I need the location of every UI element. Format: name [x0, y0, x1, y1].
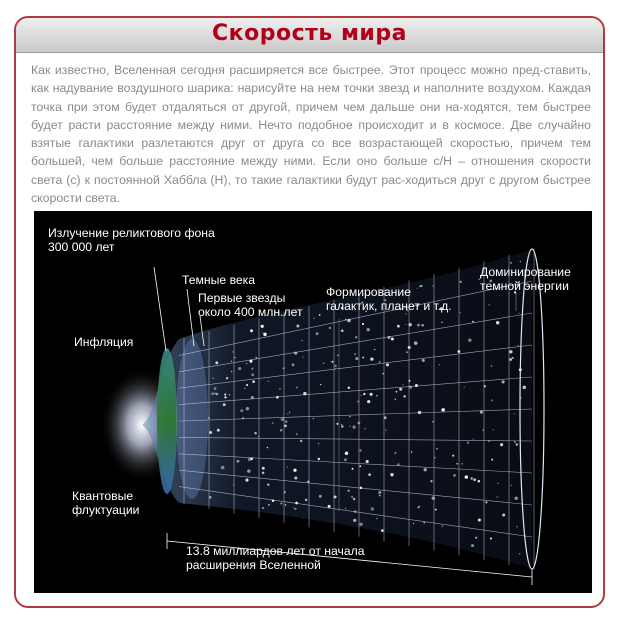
- galaxy-dot: [491, 459, 493, 461]
- galaxy-dot: [296, 387, 298, 389]
- galaxy-dot: [391, 338, 394, 341]
- galaxy-dot: [276, 396, 279, 399]
- galaxy-dot: [242, 417, 244, 419]
- galaxy-dot: [238, 367, 241, 370]
- galaxy-dot: [349, 416, 350, 417]
- galaxy-dot: [320, 384, 321, 385]
- galaxy-dot: [520, 261, 521, 262]
- galaxy-dot: [293, 469, 296, 472]
- galaxy-dot: [341, 424, 343, 426]
- galaxy-dot: [518, 345, 519, 346]
- galaxy-dot: [329, 327, 331, 329]
- galaxy-dot: [316, 332, 319, 335]
- galaxy-dot: [246, 407, 249, 410]
- galaxy-dot: [411, 451, 413, 453]
- galaxy-dot: [367, 400, 370, 403]
- galaxy-dot: [355, 357, 358, 360]
- galaxy-dot: [402, 384, 403, 385]
- universe-expansion-figure: [34, 211, 592, 593]
- galaxy-dot: [337, 354, 339, 356]
- title-bar: [16, 18, 603, 53]
- galaxy-dot: [414, 341, 418, 345]
- galaxy-dot: [397, 325, 400, 328]
- galaxy-dot: [272, 499, 275, 502]
- galaxy-dot: [314, 318, 315, 319]
- galaxy-dot: [520, 397, 521, 398]
- label-first-stars: Первые звезды около 400 млн.лет: [198, 291, 303, 319]
- galaxy-dot: [423, 522, 424, 523]
- galaxy-dot: [409, 386, 412, 389]
- galaxy-dot: [294, 476, 297, 479]
- galaxy-dot: [376, 518, 377, 519]
- galaxy-dot: [441, 322, 442, 323]
- galaxy-dot: [379, 495, 381, 497]
- galaxy-dot: [262, 467, 265, 470]
- galaxy-dot: [287, 413, 288, 414]
- galaxy-dot: [518, 313, 519, 314]
- galaxy-dot: [345, 508, 346, 509]
- label-inflation: Инфляция: [74, 335, 134, 349]
- galaxy-dot: [360, 487, 362, 489]
- galaxy-dot: [345, 319, 346, 320]
- galaxy-dot: [417, 507, 419, 509]
- galaxy-dot: [482, 429, 484, 431]
- galaxy-dot: [424, 468, 427, 471]
- galaxy-dot: [216, 393, 219, 396]
- galaxy-dot: [376, 395, 377, 396]
- galaxy-dot: [405, 313, 406, 314]
- galaxy-dot: [396, 391, 398, 393]
- galaxy-dot: [386, 363, 389, 366]
- galaxy-dot: [354, 510, 357, 513]
- galaxy-dot: [255, 357, 257, 359]
- galaxy-dot: [472, 321, 474, 323]
- galaxy-dot: [353, 519, 356, 522]
- galaxy-dot: [294, 352, 297, 355]
- galaxy-dot: [247, 469, 250, 472]
- galaxy-dot: [509, 350, 512, 353]
- galaxy-dot: [226, 377, 228, 379]
- label-relic-radiation: Излучение реликтового фона 300 000 лет: [48, 226, 215, 254]
- galaxy-dot: [341, 425, 344, 428]
- label-quantum-fluctuations: Квантовые флуктуации: [72, 489, 140, 517]
- galaxy-dot: [319, 314, 321, 316]
- galaxy-dot: [480, 411, 483, 414]
- galaxy-dot: [347, 319, 351, 323]
- galaxy-dot: [223, 403, 226, 406]
- galaxy-dot: [328, 505, 331, 508]
- galaxy-dot: [439, 364, 440, 365]
- galaxy-dot: [279, 388, 281, 390]
- galaxy-dot: [456, 463, 458, 465]
- galaxy-dot: [432, 421, 433, 422]
- galaxy-dot: [231, 371, 232, 372]
- galaxy-dot: [318, 458, 320, 460]
- galaxy-dot: [318, 443, 319, 444]
- galaxy-dot: [268, 504, 270, 506]
- galaxy-dot: [302, 357, 303, 358]
- galaxy-dot: [296, 325, 299, 328]
- galaxy-dot: [460, 281, 462, 283]
- galaxy-dot: [319, 495, 322, 498]
- galaxy-dot: [442, 526, 443, 527]
- galaxy-dot: [490, 538, 492, 540]
- galaxy-dot: [251, 396, 254, 399]
- galaxy-dot: [335, 368, 336, 369]
- galaxy-dot: [349, 426, 350, 427]
- galaxy-dot: [355, 336, 357, 338]
- pointer-line-relic: [154, 267, 166, 351]
- galaxy-dot: [363, 393, 365, 395]
- galaxy-dot: [224, 394, 226, 396]
- galaxy-dot: [354, 353, 356, 355]
- galaxy-dot: [336, 423, 338, 425]
- galaxy-dot: [344, 458, 347, 461]
- galaxy-dot: [262, 507, 264, 509]
- galaxy-dot: [300, 440, 302, 442]
- galaxy-dot: [409, 380, 411, 382]
- galaxy-dot: [215, 393, 216, 394]
- galaxy-dot: [485, 501, 487, 503]
- galaxy-dot: [285, 504, 287, 506]
- galaxy-dot: [234, 357, 235, 358]
- label-galaxy-formation: Формирование галактик, планет и т.д.: [326, 285, 452, 313]
- galaxy-dot: [379, 361, 381, 363]
- galaxy-dot: [491, 365, 493, 367]
- galaxy-dot: [453, 474, 456, 477]
- galaxy-dot: [415, 384, 418, 387]
- galaxy-dot: [362, 356, 364, 358]
- galaxy-dot: [434, 457, 435, 458]
- galaxy-dot: [353, 498, 356, 501]
- galaxy-dot: [471, 477, 473, 479]
- galaxy-dot: [468, 338, 471, 341]
- dark-ages-glow: [176, 339, 208, 499]
- galaxy-dot: [360, 395, 361, 396]
- galaxy-dot: [523, 386, 526, 389]
- galaxy-dot: [214, 387, 217, 390]
- galaxy-dot: [352, 425, 355, 428]
- galaxy-dot: [348, 490, 350, 492]
- galaxy-dot: [430, 480, 432, 482]
- galaxy-dot: [371, 507, 375, 511]
- galaxy-dot: [359, 523, 362, 526]
- galaxy-dot: [493, 429, 494, 430]
- galaxy-dot: [258, 436, 259, 437]
- galaxy-dot: [465, 475, 468, 478]
- galaxy-dot: [261, 325, 264, 328]
- galaxy-dot: [478, 480, 480, 482]
- galaxy-dot: [510, 262, 512, 264]
- galaxy-dot: [436, 448, 438, 450]
- galaxy-dot: [514, 497, 517, 500]
- galaxy-dot: [435, 509, 437, 511]
- galaxy-dot: [384, 416, 387, 419]
- galaxy-dot: [209, 496, 212, 499]
- galaxy-dot: [251, 373, 254, 376]
- galaxy-dot: [484, 385, 486, 387]
- galaxy-dot: [473, 478, 476, 481]
- galaxy-dot: [460, 312, 461, 313]
- article-card: [14, 16, 605, 608]
- galaxy-dot: [497, 496, 498, 497]
- galaxy-dot: [408, 346, 411, 349]
- galaxy-dot: [471, 544, 474, 547]
- galaxy-dot: [267, 484, 269, 486]
- galaxy-dot: [516, 443, 518, 445]
- galaxy-dot: [272, 422, 274, 424]
- galaxy-dot: [351, 496, 353, 498]
- galaxy-dot: [254, 432, 256, 434]
- galaxy-dot: [289, 411, 290, 412]
- galaxy-dot: [280, 503, 282, 505]
- galaxy-dot: [252, 380, 255, 383]
- label-dark-ages: Темные века: [182, 273, 256, 287]
- galaxy-dot: [473, 438, 474, 439]
- galaxy-dot: [292, 363, 295, 366]
- galaxy-dot: [217, 429, 220, 432]
- cmb-surface-shape: [157, 348, 177, 494]
- galaxy-dot: [421, 324, 423, 326]
- galaxy-dot: [236, 460, 239, 463]
- galaxy-dot: [500, 443, 503, 446]
- galaxy-dot: [283, 367, 285, 369]
- galaxy-dot: [287, 467, 288, 468]
- galaxy-dot: [267, 447, 269, 449]
- galaxy-dot: [512, 357, 514, 359]
- galaxy-dot: [208, 417, 210, 419]
- galaxy-dot: [284, 491, 286, 493]
- galaxy-dot: [509, 358, 512, 361]
- galaxy-dot: [378, 491, 381, 494]
- galaxy-dot: [209, 431, 212, 434]
- galaxy-dot: [224, 396, 226, 398]
- galaxy-dot: [406, 351, 408, 353]
- galaxy-dot: [422, 359, 425, 362]
- galaxy-dot: [211, 392, 214, 395]
- galaxy-dot: [370, 357, 373, 360]
- galaxy-dot: [405, 324, 406, 325]
- galaxy-dot: [382, 373, 383, 374]
- galaxy-dot: [348, 387, 350, 389]
- galaxy-dot: [358, 422, 361, 425]
- galaxy-dot: [461, 463, 462, 464]
- label-dark-energy: Доминирование темной энергии: [480, 265, 571, 293]
- galaxy-dot: [352, 468, 354, 470]
- galaxy-dot: [381, 529, 384, 532]
- galaxy-dot: [362, 323, 364, 325]
- galaxy-dot: [231, 361, 232, 362]
- galaxy-dot: [229, 394, 231, 396]
- galaxy-dot: [413, 523, 414, 524]
- galaxy-dot: [502, 514, 505, 517]
- galaxy-dot: [464, 387, 465, 388]
- galaxy-dot: [246, 384, 248, 386]
- galaxy-dot: [359, 449, 361, 451]
- galaxy-dot: [246, 363, 248, 365]
- galaxy-dot: [364, 428, 365, 429]
- galaxy-dot: [221, 466, 225, 470]
- galaxy-dot: [491, 399, 493, 401]
- galaxy-dot: [418, 411, 421, 414]
- galaxy-dot: [215, 361, 218, 364]
- galaxy-dot: [502, 380, 505, 383]
- galaxy-dot: [514, 413, 515, 414]
- galaxy-dot: [232, 351, 233, 352]
- galaxy-dot: [458, 350, 461, 353]
- galaxy-dot: [388, 336, 391, 339]
- galaxy-dot: [475, 537, 477, 539]
- galaxy-dot: [249, 360, 252, 363]
- galaxy-dot: [262, 472, 264, 474]
- galaxy-dot: [295, 502, 298, 505]
- galaxy-dot: [323, 362, 325, 364]
- galaxy-dot: [263, 333, 266, 336]
- galaxy-dot: [251, 368, 253, 370]
- galaxy-dot: [488, 304, 489, 305]
- galaxy-dot: [233, 484, 234, 485]
- galaxy-dot: [359, 465, 361, 467]
- galaxy-dot: [345, 451, 349, 455]
- galaxy-dot: [399, 388, 402, 391]
- galaxy-dot: [284, 425, 287, 428]
- galaxy-dot: [385, 429, 386, 430]
- galaxy-dot: [245, 479, 248, 482]
- galaxy-dot: [452, 454, 454, 456]
- galaxy-dot: [394, 452, 396, 454]
- galaxy-dot: [250, 458, 253, 461]
- galaxy-dot: [313, 418, 314, 419]
- galaxy-dot: [478, 518, 481, 521]
- galaxy-dot: [293, 507, 294, 508]
- galaxy-dot: [357, 401, 359, 403]
- galaxy-dot: [519, 553, 521, 555]
- galaxy-dot: [496, 321, 499, 324]
- article-body: Как известно, Вселенная сегодня расширяется все быстрее. Этот процесс можно пред-ставить, как надувание воздушного шарика: нарисуйте на нем точки звезд и наполните воздухом. Каждая точка при этом будет отдаляться от другой, причем чем дальше они на-ходятся, тем быстрее будет расти расстояние между ними. Нечто подобное происходит и в космосе. Две случайно взятые галактики разлетаются друг от друга со все возрастающей скоростью, причем тем большей, чем больше расстояние между ними. Если оно больше c/H – отношения скорости света (с) к постоянной Хаббла (H), то такие галактики будут рас-ходиться друг с другом быстрее скорости света.: [31, 63, 591, 206]
- galaxy-dot: [244, 388, 245, 389]
- galaxy-dot: [404, 395, 406, 397]
- galaxy-dot: [397, 463, 400, 466]
- galaxy-dot: [366, 460, 369, 463]
- galaxy-dot: [280, 429, 283, 432]
- galaxy-dot: [268, 381, 269, 382]
- galaxy-dot: [441, 408, 444, 411]
- galaxy-dot: [262, 332, 263, 333]
- galaxy-dot: [285, 420, 287, 422]
- galaxy-dot: [390, 473, 393, 476]
- galaxy-dot: [368, 473, 371, 476]
- galaxy-dot: [331, 361, 333, 363]
- galaxy-dot: [467, 442, 469, 444]
- galaxy-dot: [374, 349, 375, 350]
- galaxy-dot: [488, 440, 489, 441]
- galaxy-dot: [395, 399, 396, 400]
- galaxy-dot: [250, 329, 253, 332]
- label-universe-age: 13.8 миллиардов лет от начала расширения Вселенной: [186, 544, 365, 572]
- galaxy-dot: [213, 378, 214, 379]
- galaxy-dot: [240, 409, 243, 412]
- galaxy-dot: [281, 418, 285, 422]
- galaxy-dot: [367, 328, 370, 331]
- galaxy-dot: [334, 495, 337, 498]
- galaxy-dot: [302, 517, 303, 518]
- galaxy-dot: [305, 499, 308, 502]
- galaxy-dot: [497, 483, 498, 484]
- galaxy-dot: [511, 485, 512, 486]
- galaxy-dot: [307, 481, 309, 483]
- galaxy-dot: [303, 392, 306, 395]
- galaxy-dot: [334, 365, 337, 368]
- galaxy-dot: [294, 508, 296, 510]
- galaxy-dot: [514, 441, 516, 443]
- galaxy-dot: [417, 324, 420, 327]
- galaxy-dot: [432, 496, 436, 500]
- galaxy-dot: [409, 323, 412, 326]
- galaxy-dot: [302, 340, 303, 341]
- galaxy-dot: [296, 433, 297, 434]
- galaxy-dot: [516, 526, 518, 528]
- galaxy-dot: [341, 329, 344, 332]
- article-title: Скорость мира: [212, 21, 407, 46]
- galaxy-dot: [370, 393, 373, 396]
